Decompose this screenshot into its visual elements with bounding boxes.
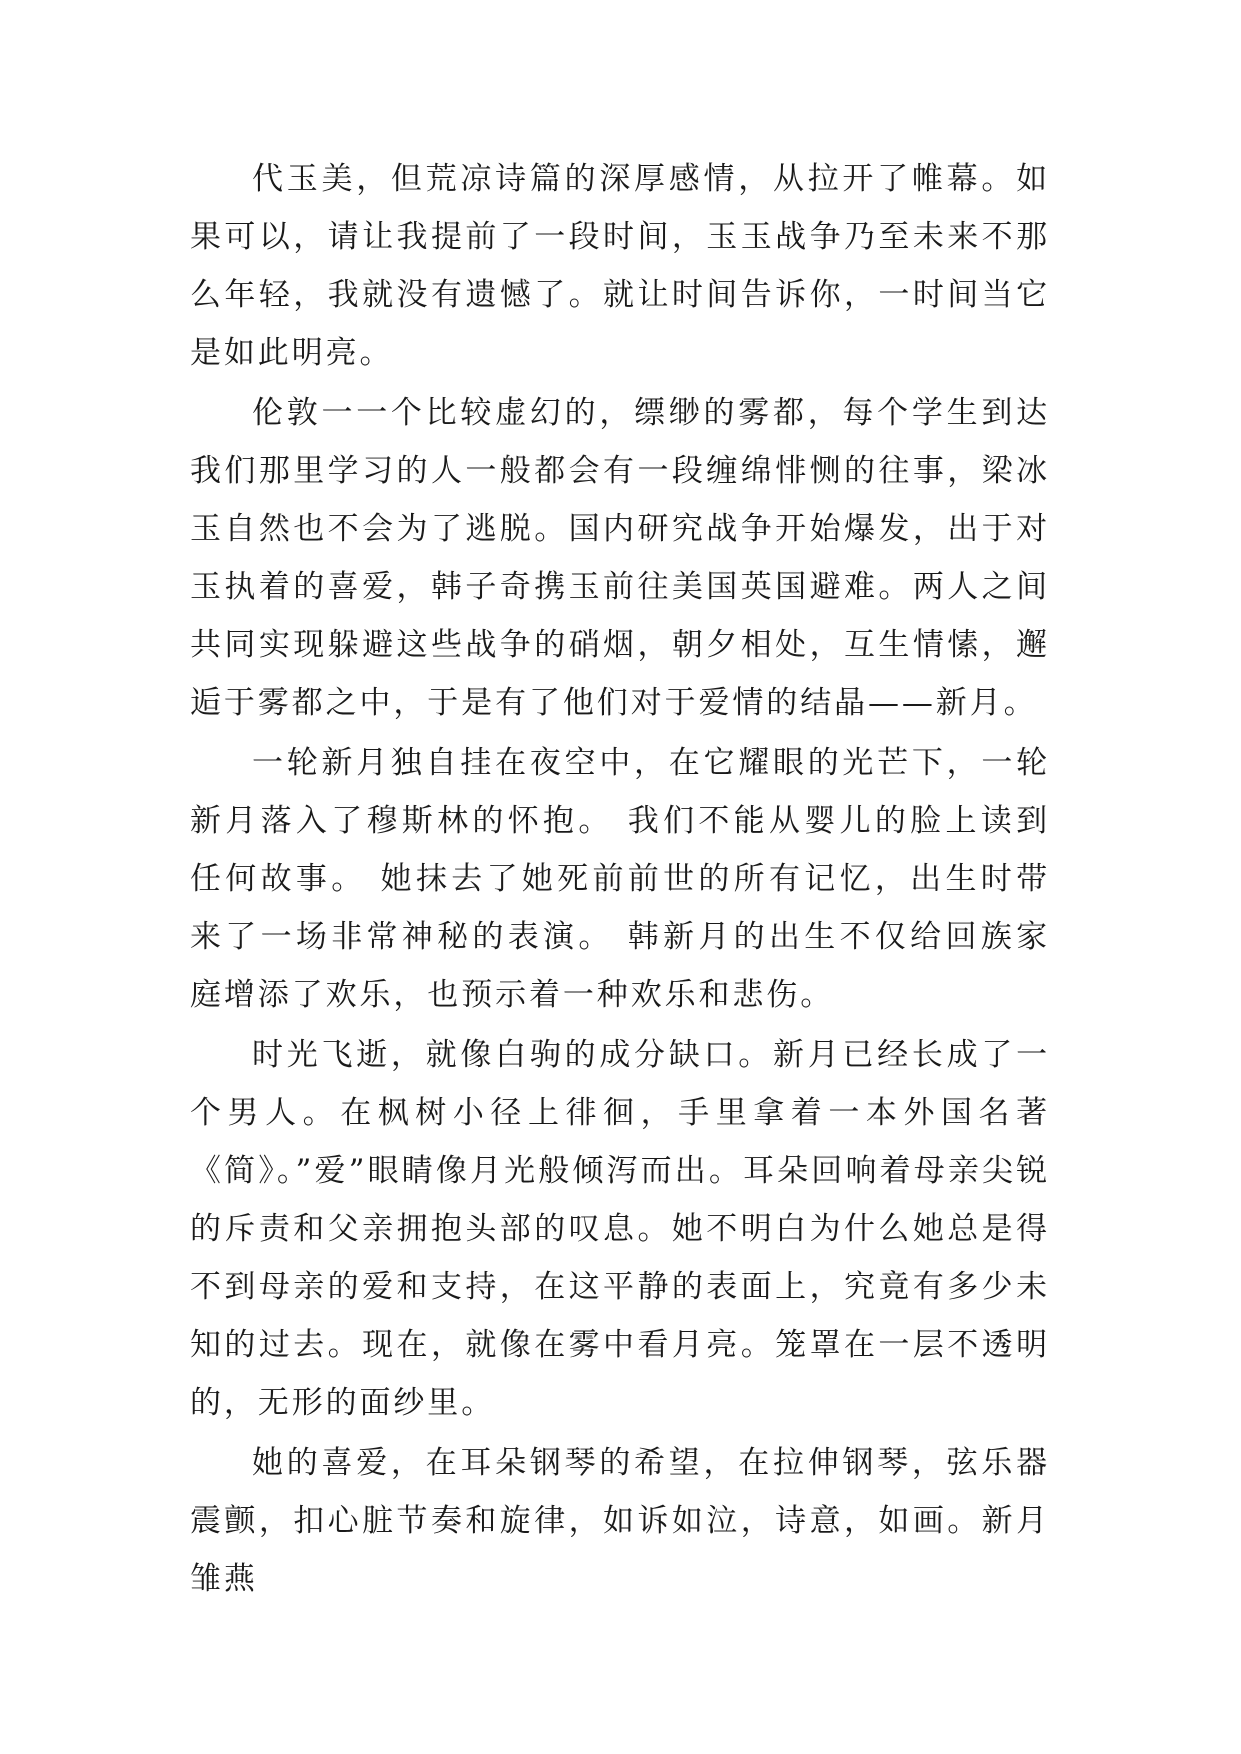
paragraph-4: 时光飞逝，就像白驹的成分缺口。新月已经长成了一个男人。在枫树小径上徘徊，手里拿着一本外国名著《简》。”爱”眼睛像月光般倾泻而出。耳朵回响着母亲尖锐的斥责和父亲拥抱头部的叹息。她不明白为什么她总是得不到母亲的爱和支持，在这平静的表面上，究竟有多少未知的过去。现在，就像在雾中看月亮。笼罩在一层不透明的，无形的面纱里。 [190,1037,1050,1421]
document-body [190,150,1050,1608]
paragraph-2: 伦敦一一个比较虚幻的，缥缈的雾都，每个学生到达我们那里学习的人一般都会有一段缠绵悱恻的往事，梁冰玉自然也不会为了逃脱。国内研究战争开始爆发，出于对玉执着的喜爱，韩子奇携玉前往美国英国避难。两人之间共同实现躲避这些战争的硝烟，朝夕相处，互生情愫，邂逅于雾都之中，于是有了他们对于爱情的结晶——新月。 [190,395,1050,721]
paragraph-5: 她的喜爱，在耳朵钢琴的希望，在拉伸钢琴，弦乐器震颤，扣心脏节奏和旋律，如诉如泣，诗意，如画。新月雏燕 [190,1445,1050,1597]
paragraph-3: 一轮新月独自挂在夜空中，在它耀眼的光芒下，一轮新月落入了穆斯林的怀抱。 我们不能从婴儿的脸上读到任何故事。 她抹去了她死前前世的所有记忆，出生时带来了一场非常神秘的表演。 韩新月的出生不仅给回族家庭增添了欢乐，也预示着一种欢乐和悲伤。 [190,745,1050,1013]
paragraph-1: 代玉美，但荒凉诗篇的深厚感情，从拉开了帷幕。如果可以，请让我提前了一段时间，玉玉战争乃至未来不那么年轻，我就没有遗憾了。就让时间告诉你，一时间当它是如此明亮。 [190,161,1050,371]
